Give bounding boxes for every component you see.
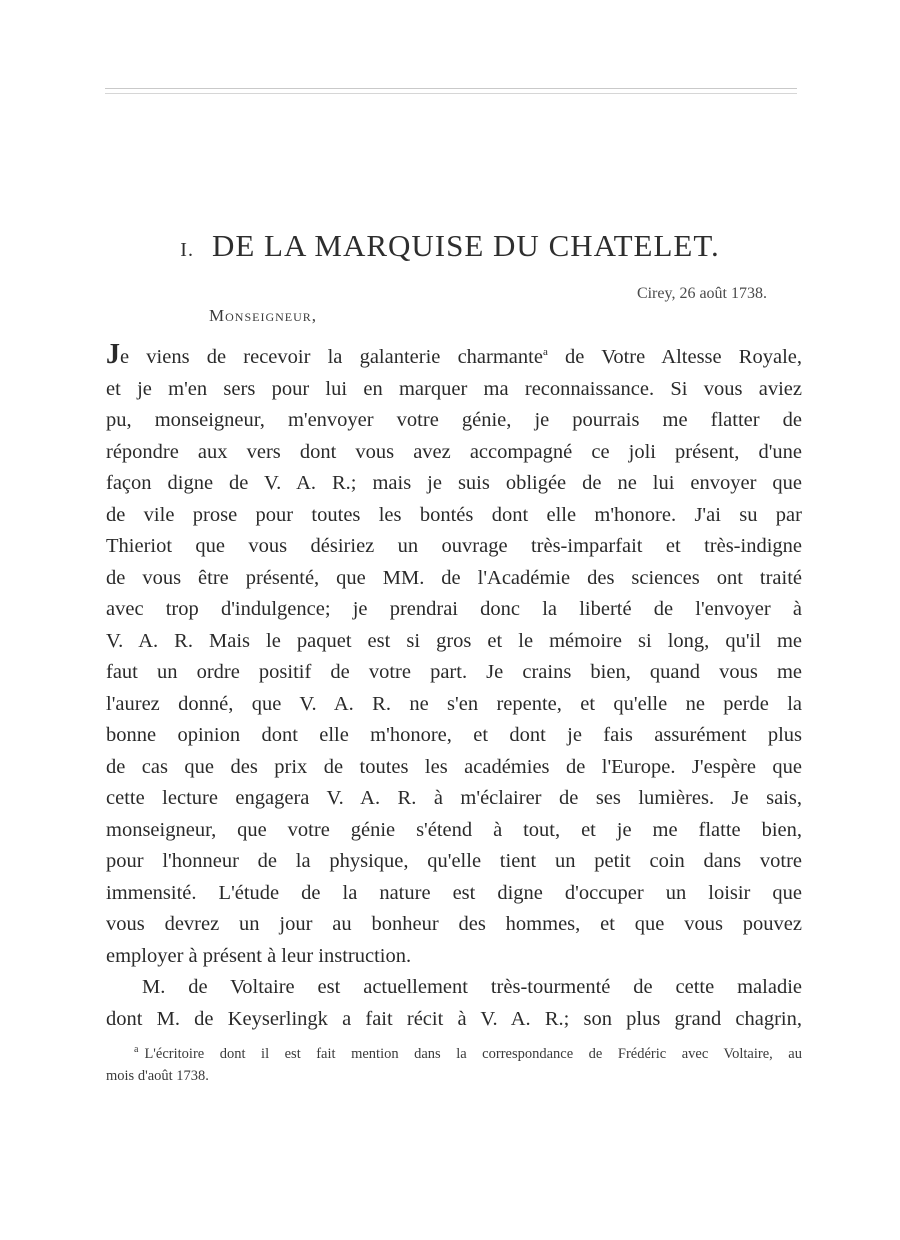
body-line: cette lecture engagera V. A. R. à m'éclairer de ses lumières. Je sais, <box>106 787 802 809</box>
body-line: répondre aux vers dont vous avez accompagné ce joli présent, d'une <box>106 440 802 463</box>
body-line: Je viens de recevoir la galanterie charmante$^a$ de Votre Altesse Royale, <box>106 339 803 370</box>
body-line: dont M. de Keyserlingk a fait récit à V. A. R.; son plus grand chagrin, <box>106 1007 802 1030</box>
footnote-line: mois d'août 1738. <box>106 1068 209 1084</box>
body-line: immensité. L'étude de la nature est digne d'occuper un loisir que <box>106 881 802 904</box>
letter-number: I. <box>180 239 194 261</box>
footnote <box>106 1043 802 1087</box>
body-line: pu, monseigneur, m'envoyer votre génie, je pourrais me flatter de <box>106 409 802 431</box>
body-line: de vous être présenté, que MM. de l'Académie des sciences ont traité <box>106 566 802 589</box>
body-line: bonne opinion dont elle m'honore, et dont je fais assurément plus <box>106 724 802 746</box>
salutation: Monseigneur, <box>209 306 318 325</box>
body-line: vous devrez un jour au bonheur des hommes, et que vous pouvez <box>106 913 802 935</box>
body-line: faut un ordre positif de votre part. Je crains bien, quand vous me <box>106 661 802 683</box>
letter-heading <box>0 228 900 264</box>
footnote-mark: a <box>134 1044 139 1056</box>
body-line: et je m'en sers pour lui en marquer ma reconnaissance. Si vous aviez <box>106 377 802 400</box>
body-line: façon digne de V. A. R.; mais je suis obligée de ne lui envoyer que <box>106 472 802 494</box>
header-rule <box>105 88 797 94</box>
footnote-reference: a <box>542 346 548 359</box>
dateline: Cirey, 26 août 1738. <box>636 285 767 302</box>
body-line: employer à présent à leur instruction. <box>106 944 412 967</box>
body-line: avec trop d'indulgence; je prendrai donc la liberté de l'envoyer à <box>106 598 802 620</box>
body-line: l'aurez donné, que V. A. R. ne s'en repente, et qu'elle ne perde la <box>106 692 802 715</box>
body-line: de vile prose pour toutes les bontés dont elle m'honore. J'ai su par <box>106 503 802 526</box>
body-line: monseigneur, que votre génie s'étend à tout, et je me flatte bien, <box>106 818 802 841</box>
body-line: Thieriot que vous désiriez un ouvrage très-imparfait et très-indigne <box>106 535 802 557</box>
footnote-line: $^a$ L'écritoire dont il est fait mention dans la correspondance de Frédéric avec Voltaire, au <box>134 1044 802 1062</box>
body-line: pour l'honneur de la physique, qu'elle tient un petit coin dans votre <box>106 850 802 872</box>
body-line: M. de Voltaire est actuellement très-tourmenté de cette maladie <box>142 976 802 998</box>
drop-cap: J <box>106 339 120 370</box>
body-line: V. A. R. Mais le paquet est si gros et le mémoire si long, qu'il me <box>106 629 802 652</box>
letter-title: DE LA MARQUISE DU CHATELET. <box>211 228 720 263</box>
body-line: de cas que des prix de toutes les académies de l'Europe. J'espère que <box>106 755 802 778</box>
letter-body <box>106 339 802 1035</box>
